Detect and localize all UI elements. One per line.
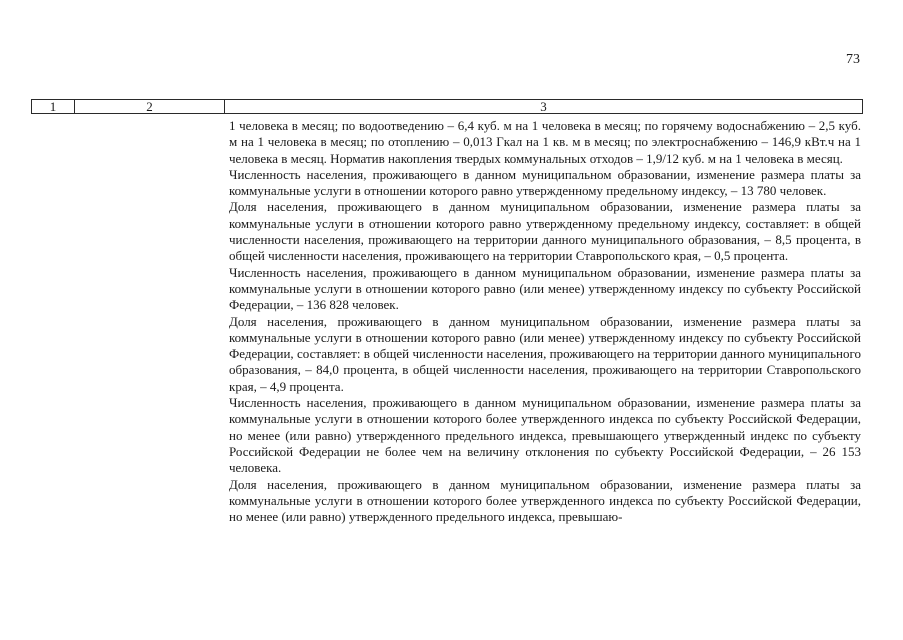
column-header-2: 2 — [75, 100, 225, 113]
column-header-3: 3 — [540, 99, 547, 114]
document-body — [229, 118, 861, 525]
column-header-1: 1 — [32, 100, 75, 113]
paragraph-share-equal-limit: Доля населения, проживающего в данном муниципальном образовании, изменение размера платы за коммунальные услуги в отношении которого равно утвержденному предельному индексу, составляет: в общей численности населения, проживающего на территории данного муниципального образования, – 8,5 процента, в общей численности населения, проживающего на территории Ставропольского края, – 0,5 процента. — [229, 199, 861, 264]
page-number: 73 — [846, 52, 860, 67]
paragraph-share-equal-regional: Доля населения, проживающего в данном муниципальном образовании, изменение размера платы за коммунальные услуги в отношении которого равно (или менее) утвержденному индексу по субъекту Российской Федерации, составляет: в общей численности населения, проживающего на территории данного муниципального образования, – 84,0 процента, в общей численности населения, проживающего на территории Ставропольского края, – 4,9 процента. — [229, 313, 861, 394]
paragraph-share-above-regional: Доля населения, проживающего в данном муниципальном образовании, изменение размера платы за коммунальные услуги в отношении которого более утвержденного индекса по субъекту Российской Федерации, но менее (или равно) утвержденного предельного индекса, превышаю- — [229, 476, 861, 525]
paragraph-population-equal-limit: Численность населения, проживающего в данном муниципальном образовании, изменение размера платы за коммунальные услуги в отношении которого равно утвержденному предельному индексу, – 13 780 человек. — [229, 166, 861, 199]
paragraph-population-equal-regional: Численность населения, проживающего в данном муниципальном образовании, изменение размера платы за коммунальные услуги в отношении которого равно (или менее) утвержденному индексу по субъекту Российской Федерации, – 136 828 человек. — [229, 264, 861, 313]
paragraph-consumption-norms: 1 человека в месяц; по водоотведению – 6,4 куб. м на 1 человека в месяц; по горячему водоснабжению – 2,5 куб. м на 1 человека в месяц; по отоплению – 0,013 Гкал на 1 кв. м в месяц; по электроснабжению – 146,9 кВт.ч на 1 человека в месяц. Норматив накопления твердых коммунальных отходов – 1,9/12 куб. м на 1 человека в месяц. — [229, 118, 861, 166]
table-column-header-row — [31, 99, 863, 114]
paragraph-population-above-regional: Численность населения, проживающего в данном муниципальном образовании, изменение размера платы за коммунальные услуги в отношении которого более утвержденного индекса по субъекту Российской Федерации, но менее (или равно) утвержденного предельного индекса, превышающего утвержденный индекс по субъекту Российской Федерации не более чем на величину отклонения по субъекту Российской Федерации, – 26 153 человека. — [229, 395, 861, 476]
